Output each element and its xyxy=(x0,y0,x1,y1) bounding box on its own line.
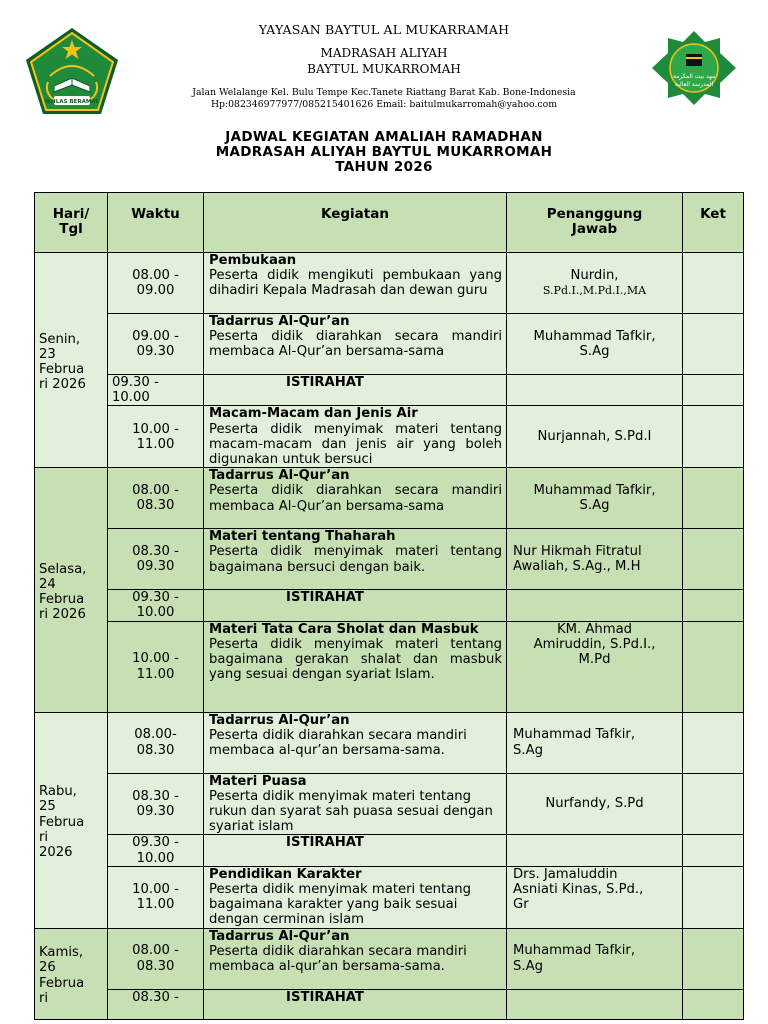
time-cell: 09.30 - 10.00 xyxy=(108,375,204,406)
letterhead xyxy=(0,0,768,120)
time-cell: 10.00 - 11.00 xyxy=(108,406,204,468)
table-row xyxy=(35,314,744,375)
svg-text:مهد بيت المكرمة: مهد بيت المكرمة xyxy=(672,73,716,80)
pic-cell: Muhammad Tafkir, S.Ag xyxy=(507,928,683,989)
break-cell: ISTIRAHAT xyxy=(204,590,507,621)
activity-cell: Materi Tata Cara Sholat dan Masbuk Peserta didik menyimak materi tentang bagaimana gerakan shalat dan masbuk yang sesuai dengan syariat Islam. xyxy=(204,621,507,712)
note-cell xyxy=(683,866,744,928)
pic-cell: Muhammad Tafkir, S.Ag xyxy=(507,468,683,529)
school-name-line2: BAYTUL MUKARROMAH xyxy=(307,62,461,76)
pic-cell xyxy=(507,375,683,406)
activity-cell: Materi tentang Thaharah Peserta didik menyimak materi tentang bagaimana bersuci dengan baik. xyxy=(204,529,507,590)
note-cell xyxy=(683,928,744,989)
header-time: Waktu xyxy=(108,193,204,253)
pic-cell xyxy=(507,590,683,621)
day-cell: Kamis, 26 Februa ri xyxy=(35,928,108,1019)
svg-text:المدرسة العالية: المدرسة العالية xyxy=(674,81,714,88)
school-name-line1: MADRASAH ALIYAH xyxy=(320,46,448,60)
time-cell: 08.30 - 09.30 xyxy=(108,773,204,835)
table-header-row xyxy=(35,193,744,253)
break-cell: ISTIRAHAT xyxy=(204,989,507,1019)
activity-cell: Materi Puasa Peserta didik menyimak materi tentang rukun dan syarat sah puasa sesuai dengan syariat islam xyxy=(204,773,507,835)
note-cell xyxy=(683,835,744,866)
table-row xyxy=(35,253,744,314)
note-cell xyxy=(683,773,744,835)
schedule-table xyxy=(34,192,744,1020)
time-cell: 09.30 - 10.00 xyxy=(108,835,204,866)
note-cell xyxy=(683,712,744,773)
header-pic: Penanggung Jawab xyxy=(507,193,683,253)
pic-cell: Drs. Jamaluddin Asniati Kinas, S.Pd., Gr xyxy=(507,866,683,928)
note-cell xyxy=(683,621,744,712)
table-row xyxy=(35,375,744,406)
activity-cell: Tadarrus Al-Qur’an Peserta didik diarahkan secara mandiri membaca Al-Qur’an bersama-sama xyxy=(204,314,507,375)
table-row xyxy=(35,621,744,712)
note-cell xyxy=(683,253,744,314)
day-cell: Senin, 23 Februa ri 2026 xyxy=(35,253,108,468)
header-day: Hari/ Tgl xyxy=(35,193,108,253)
pic-cell: Nurjannah, S.Pd.I xyxy=(507,406,683,468)
pic-cell: Muhammad Tafkir, S.Ag xyxy=(507,712,683,773)
table-row xyxy=(35,406,744,468)
activity-cell: Macam-Macam dan Jenis Air Peserta didik menyimak materi tentang macam-macam dan jenis air yang boleh digunakan untuk bersuci xyxy=(204,406,507,468)
table-row xyxy=(35,866,744,928)
note-cell xyxy=(683,590,744,621)
time-cell: 08.30 - 09.30 xyxy=(108,529,204,590)
header-activity: Kegiatan xyxy=(204,193,507,253)
title-line1: JADWAL KEGIATAN AMALIAH RAMADHAN xyxy=(225,129,543,145)
break-cell: ISTIRAHAT xyxy=(204,375,507,406)
pic-cell: Nur Hikmah Fitratul Awaliah, S.Ag., M.H xyxy=(507,529,683,590)
title-line3: TAHUN 2026 xyxy=(335,159,433,175)
activity-cell: Tadarrus Al-Qur’an Peserta didik diarahkan secara mandiri membaca al-qur’an bersama-sama. xyxy=(204,928,507,989)
note-cell xyxy=(683,468,744,529)
activity-cell: Pembukaan Peserta didik mengikuti pembukaan yang dihadiri Kepala Madrasah dan dewan guru xyxy=(204,253,507,314)
title-line2: MADRASAH ALIYAH BAYTUL MUKARROMAH xyxy=(215,144,553,160)
foundation-name: YAYASAN BAYTUL AL MUKARRAMAH xyxy=(258,22,510,37)
header-note: Ket xyxy=(683,193,744,253)
table-row xyxy=(35,468,744,529)
table-row xyxy=(35,989,744,1019)
day-cell: Rabu, 25 Februa ri 2026 xyxy=(35,712,108,928)
ministry-logo-icon xyxy=(24,26,120,116)
note-cell xyxy=(683,314,744,375)
table-row xyxy=(35,590,744,621)
table-row xyxy=(35,928,744,989)
day-cell: Selasa, 24 Februa ri 2026 xyxy=(35,468,108,712)
note-cell xyxy=(683,529,744,590)
table-row xyxy=(35,835,744,866)
activity-cell: Tadarrus Al-Qur’an Peserta didik diarahkan secara mandiri membaca al-qur’an bersama-sama. xyxy=(204,712,507,773)
activity-cell: Pendidikan Karakter Peserta didik menyimak materi tentang bagaimana karakter yang baik sesuai dengan cerminan islam xyxy=(204,866,507,928)
time-cell: 10.00 - 11.00 xyxy=(108,621,204,712)
madrasah-logo-icon xyxy=(648,30,740,106)
note-cell xyxy=(683,989,744,1019)
pic-cell: KM. Ahmad Amiruddin, S.Pd.I., M.Pd xyxy=(507,621,683,712)
document-title xyxy=(0,130,768,175)
note-cell xyxy=(683,406,744,468)
pic-cell xyxy=(507,835,683,866)
time-cell: 08.00 - 08.30 xyxy=(108,928,204,989)
time-cell: 10.00 - 11.00 xyxy=(108,866,204,928)
svg-text:IKHLAS BERAMAL: IKHLAS BERAMAL xyxy=(44,99,100,105)
time-cell: 08.00 - 09.00 xyxy=(108,253,204,314)
time-cell: 08.00 - 08.30 xyxy=(108,468,204,529)
note-cell xyxy=(683,375,744,406)
pic-cell: Nurfandy, S.Pd xyxy=(507,773,683,835)
time-cell: 09.00 - 09.30 xyxy=(108,314,204,375)
pic-cell: Muhammad Tafkir, S.Ag xyxy=(507,314,683,375)
time-cell: 09.30 - 10.00 xyxy=(108,590,204,621)
break-cell: ISTIRAHAT xyxy=(204,835,507,866)
time-cell: 08.00- 08.30 xyxy=(108,712,204,773)
pic-cell: Nurdin, S.Pd.I.,M.Pd.I.,MA xyxy=(507,253,683,314)
table-row xyxy=(35,773,744,835)
activity-cell: Tadarrus Al-Qur’an Peserta didik diarahkan secara mandiri membaca Al-Qur’an bersama-sama xyxy=(204,468,507,529)
table-row xyxy=(35,712,744,773)
school-address: Jalan Welalange Kel. Bulu Tempe Kec.Tanete Riattang Barat Kab. Bone-Indonesia xyxy=(192,87,576,98)
school-contact: Hp:082346977977/085215401626 Email: baitulmukarromah@yahoo.com xyxy=(210,99,558,110)
table-row xyxy=(35,529,744,590)
time-cell: 08.30 - xyxy=(108,989,204,1019)
pic-cell xyxy=(507,989,683,1019)
